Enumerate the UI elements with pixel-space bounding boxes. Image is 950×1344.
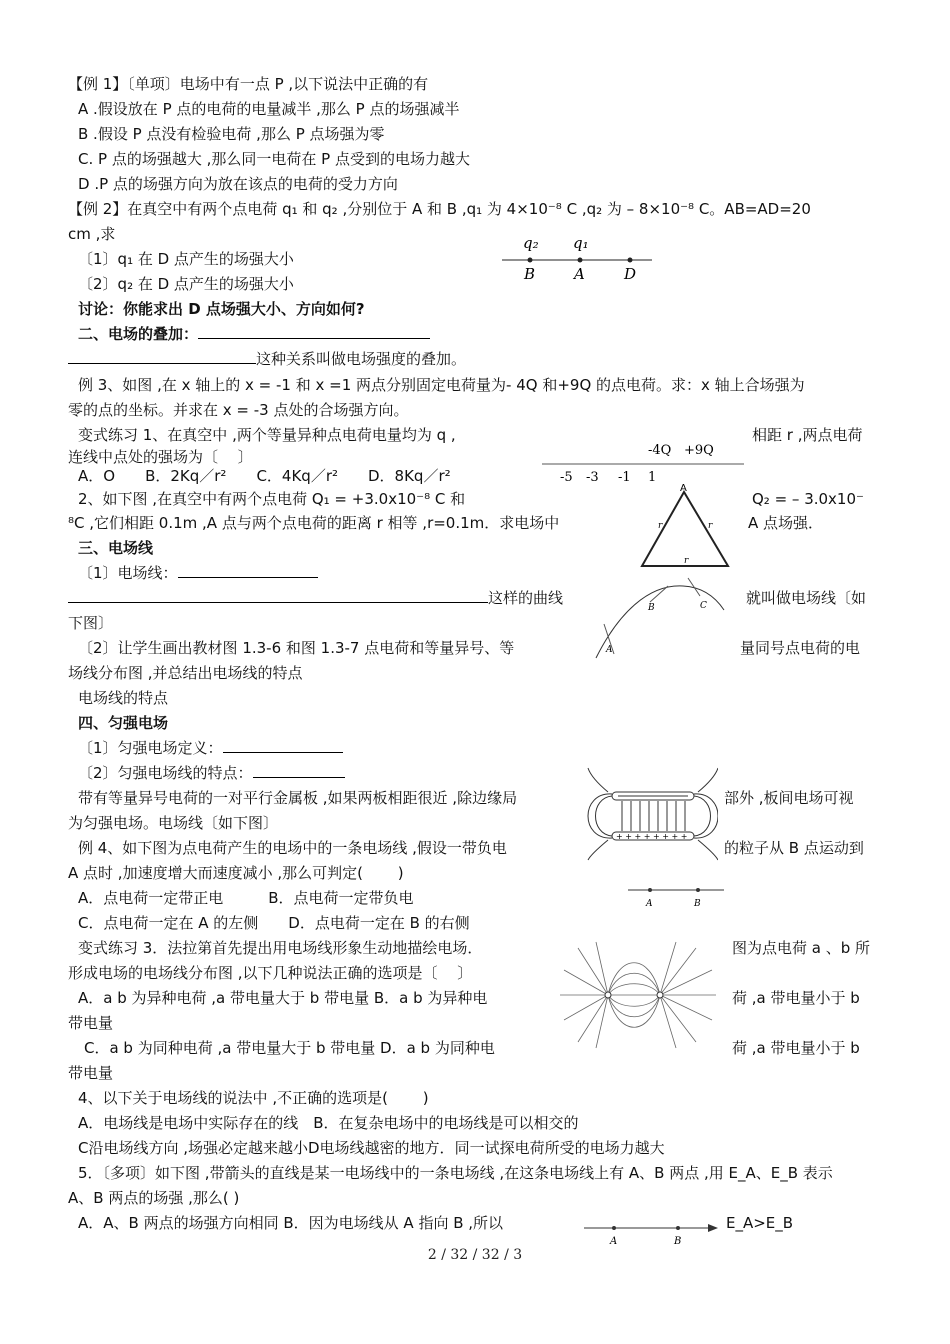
point-a bbox=[612, 1226, 616, 1230]
edge-field-lines bbox=[588, 768, 718, 860]
answer-blank bbox=[68, 587, 488, 603]
field-line-def-cont bbox=[68, 587, 563, 609]
example4-options-cd: C．点电荷一定在 A 的左侧 D．点电荷一定在 B 的右侧 bbox=[78, 914, 470, 932]
example4-question: A 点时 ,加速度增大而速度减小 ,那么可判定( ) bbox=[68, 864, 404, 882]
point-a-label: A bbox=[606, 645, 613, 655]
variant3-options-ab-end: 带电量 bbox=[68, 1014, 114, 1032]
tangent-arrow-b bbox=[650, 586, 668, 602]
field-line-curve-figure bbox=[588, 574, 730, 662]
field-line-features: 电场线的特点 bbox=[78, 689, 169, 707]
answer-blank bbox=[178, 562, 318, 578]
variant3-options-cd-right: 荷 ,a 带电量小于 b bbox=[732, 1039, 860, 1057]
uniform-field-def-text: 〔1〕匀强电场定义： bbox=[78, 739, 223, 757]
field-line-task: 〔2〕让学生画出教材图 1.3-6 和图 1.3-7 点电荷和等量异号、等 bbox=[78, 639, 515, 657]
example1-title: 【例 1】〔单项〕电场中有一点 P ,以下说法中正确的有 bbox=[68, 75, 429, 93]
point-b-label: B bbox=[694, 899, 701, 909]
tick-label: -1 bbox=[618, 470, 631, 485]
point-b-label: B bbox=[674, 1236, 682, 1247]
answer-blank bbox=[68, 348, 256, 364]
variant3-options-cd-end: 带电量 bbox=[68, 1064, 114, 1082]
vertex-a-label: A bbox=[680, 483, 687, 494]
variant1-question: 连线中点处的强场为〔 〕 bbox=[68, 448, 253, 466]
field-line-task-cont: 场线分布图 ,并总结出电场线的特点 bbox=[68, 664, 303, 682]
superposition-line bbox=[68, 348, 466, 370]
point-a bbox=[578, 258, 583, 263]
field-line-def-right: 就叫做电场线〔如 bbox=[746, 589, 867, 607]
example3-title: 例 3、如图 ,在 x 轴上的 x = -1 和 x =1 两点分别固定电荷量为- 4Q 和+9Q 的点电荷。求：x 轴上合场强为 bbox=[78, 376, 805, 394]
q5-title: 5．〔多项〕如下图 ,带箭头的直线是某一电场线中的一条电场线 ,在这条电场线上有 A、B 两点 ,用 E_A、E_B 表示 bbox=[78, 1164, 833, 1182]
page-footer: 2 / 32 / 32 / 3 bbox=[427, 1247, 523, 1263]
charge-pos-label: +9Q bbox=[684, 443, 714, 458]
variant1-title: 变式练习 1、在真空中 ,两个等量异种点电荷电量均为 q , bbox=[78, 426, 456, 444]
plates-line-cont: 为匀强电场。电场线〔如下图〕 bbox=[68, 814, 279, 832]
example3-figure bbox=[538, 438, 748, 486]
plates-line: 带有等量异号电荷的一对平行金属板 ,如果两板相距很近 ,除边缘局 bbox=[78, 789, 518, 807]
example3-title-cont: 零的点的坐标。并求在 x = -3 点处的合场强方向。 bbox=[68, 401, 409, 419]
example1-option-c: C. P 点的场强越大 ,那么同一电荷在 P 点受到的电场力越大 bbox=[78, 150, 470, 168]
q5-title-cont: A、B 两点的场强 ,那么( ) bbox=[68, 1189, 240, 1207]
variant3-options-cd: C．a b 为同种电荷 ,a 带电量大于 b 带电量 D．a b 为同种电 bbox=[84, 1039, 495, 1057]
section3-heading: 三、电场线 bbox=[78, 539, 154, 557]
field-line-def bbox=[78, 562, 318, 584]
section2-heading bbox=[78, 323, 430, 345]
uniform-field-features-text: 〔2〕匀强电场线的特点： bbox=[78, 764, 253, 782]
example2-figure bbox=[496, 232, 656, 284]
label-a: A bbox=[574, 265, 585, 283]
variant2-title-right: Q₂ = – 3.0x10⁻ bbox=[752, 490, 864, 508]
example2-title-cont: cm ,求 bbox=[68, 225, 116, 243]
charge-a bbox=[605, 992, 611, 998]
variant3-question: 形成电场的电场线分布图 ,以下几种说法正确的选项是〔 〕 bbox=[68, 964, 473, 982]
parallel-plates-figure bbox=[586, 764, 718, 864]
q5-options: A．A、B 两点的场强方向相同 B．因为电场线从 A 指向 B ,所以 bbox=[78, 1214, 504, 1232]
triangle-shape bbox=[642, 492, 728, 566]
side-r-label: r bbox=[658, 521, 663, 531]
field-lines bbox=[560, 942, 716, 1048]
tick-label: -3 bbox=[586, 470, 599, 485]
example2-question-2: 〔2〕q₂ 在 D 点产生的场强大小 bbox=[78, 275, 294, 293]
charge-neg-label: -4Q bbox=[648, 443, 672, 458]
answer-blank bbox=[253, 762, 345, 778]
answer-blank bbox=[223, 737, 343, 753]
tick-label: 1 bbox=[648, 470, 657, 485]
field-line-def-end: 下图〕 bbox=[68, 614, 114, 632]
side-r-label: r bbox=[684, 556, 689, 566]
point-a-label: A bbox=[610, 1236, 618, 1247]
q4-options-cd: C沿电场线方向 ,场强必定越来越小D电场线越密的地方．同一试探电荷所受的电场力越大 bbox=[78, 1139, 665, 1157]
point-a-label: A bbox=[646, 899, 653, 909]
field-line-def-text: 〔1〕电场线： bbox=[78, 564, 178, 582]
example2-title: 【例 2】在真空中有两个点电荷 q₁ 和 q₂ ,分别位于 A 和 B ,q₁ 为 4×10⁻⁸ C ,q₂ 为 – 8×10⁻⁸ C。AB=AD=20 bbox=[68, 200, 811, 218]
q5-options-right: E_A>E_B bbox=[726, 1214, 794, 1232]
curve-line bbox=[596, 586, 724, 658]
plus-signs: + + + + + + + + bbox=[616, 832, 688, 841]
variant1-title-right: 相距 r ,两点电荷 bbox=[752, 426, 863, 444]
q4-options-ab: A．电场线是电场中实际存在的线 B．在复杂电场中的电场线是可以相交的 bbox=[78, 1114, 579, 1132]
example1-option-d: D .P 点的场强方向为放在该点的电荷的受力方向 bbox=[78, 175, 398, 193]
uniform-field-features bbox=[78, 762, 345, 784]
tick-label: -5 bbox=[560, 470, 573, 485]
point-d bbox=[628, 258, 633, 263]
example4-figure bbox=[624, 880, 728, 910]
plates-line-right: 部外 ,板间电场可视 bbox=[724, 789, 854, 807]
field-line-curve-text: 这样的曲线 bbox=[488, 589, 564, 607]
example4-title-right: 的粒子从 B 点运动到 bbox=[724, 839, 864, 857]
label-q1: q₁ bbox=[573, 234, 589, 252]
example1-option-a: A .假设放在 P 点的电荷的电量减半 ,那么 P 点的场强减半 bbox=[78, 100, 460, 118]
discussion-line: 讨论：你能求出 D 点场强大小、方向如何? bbox=[78, 300, 365, 318]
variant2-title: 2、如下图 ,在真空中有两个点电荷 Q₁ = +3.0x10⁻⁸ C 和 bbox=[78, 490, 466, 508]
variant1-options: A．O B．2Kq／r² C．4Kq／r² D．8Kq／r² bbox=[78, 467, 451, 485]
example1-option-b: B .假设 P 点没有检验电荷 ,那么 P 点场强为零 bbox=[78, 125, 385, 143]
point-b-label: B bbox=[648, 603, 655, 613]
example2-question-1: 〔1〕q₁ 在 D 点产生的场强大小 bbox=[78, 250, 294, 268]
variant2-cont: ⁸C ,它们相距 0.1m ,A 点与两个点电荷的距离 r 相等 ,r=0.1m．求电场中 bbox=[68, 514, 560, 532]
variant3-options-ab: A．a b 为异种电荷 ,a 带电量大于 b 带电量 B．a b 为异种电 bbox=[78, 989, 488, 1007]
point-b bbox=[696, 888, 700, 892]
label-d: D bbox=[624, 265, 637, 283]
q4-title: 4、以下关于电场线的说法中 ,不正确的选项是( ) bbox=[78, 1089, 429, 1107]
variant2-cont-right: A 点场强． bbox=[748, 514, 824, 532]
example4-title: 例 4、如下图为点电荷产生的电场中的一条电场线 ,假设一带负电 bbox=[78, 839, 507, 857]
variant3-title-right: 图为点电荷 a 、b 所 bbox=[732, 939, 871, 957]
superposition-text: 这种关系叫做电场强度的叠加。 bbox=[256, 350, 467, 368]
side-r-label: r bbox=[708, 521, 713, 531]
two-charge-field-figure bbox=[556, 940, 720, 1050]
question5-figure bbox=[580, 1218, 722, 1248]
point-b bbox=[528, 258, 533, 263]
section2-heading-text: 二、电场的叠加： bbox=[78, 325, 199, 343]
uniform-field-lines bbox=[622, 801, 685, 831]
section4-heading: 四、匀强电场 bbox=[78, 714, 169, 732]
point-c-label: C bbox=[700, 601, 707, 611]
label-b: B bbox=[524, 265, 536, 283]
point-b bbox=[676, 1226, 680, 1230]
variant3-options-ab-right: 荷 ,a 带电量小于 b bbox=[732, 989, 860, 1007]
answer-blank bbox=[198, 323, 430, 339]
example4-options-ab: A．点电荷一定带正电 B．点电荷一定带负电 bbox=[78, 889, 414, 907]
triangle-figure bbox=[636, 482, 736, 574]
uniform-field-def bbox=[78, 737, 343, 759]
variant3-title: 变式练习 3．法拉第首先提出用电场线形象生动地描绘电场． bbox=[78, 939, 483, 957]
charge-b bbox=[657, 992, 663, 998]
arrow-head bbox=[708, 1224, 718, 1232]
point-a bbox=[648, 888, 652, 892]
label-q2: q₂ bbox=[523, 234, 539, 252]
field-line-task-right: 量同号点电荷的电 bbox=[740, 639, 861, 657]
